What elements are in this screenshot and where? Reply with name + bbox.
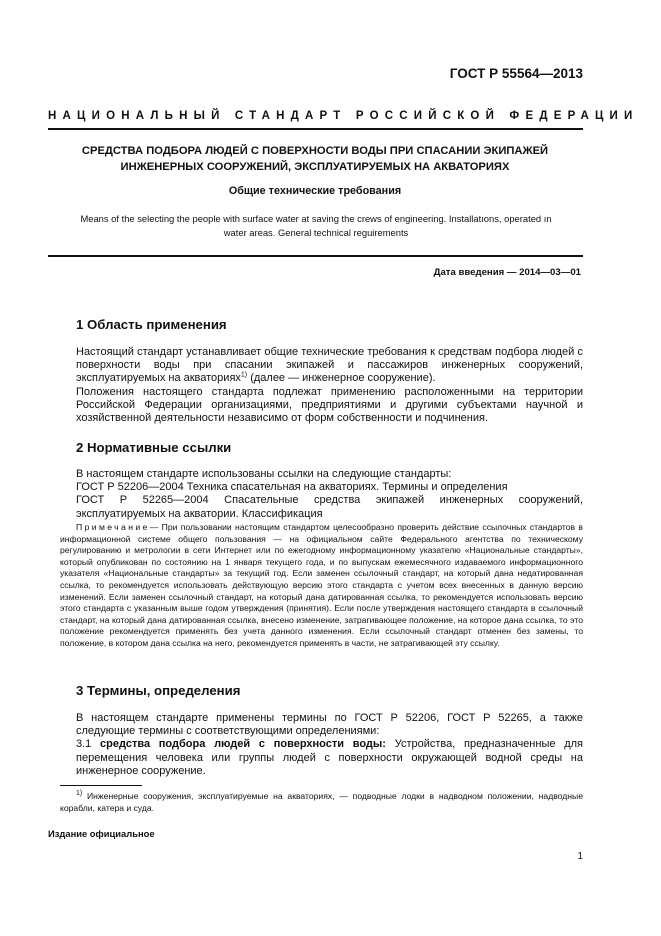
footnote-rule [60, 785, 142, 786]
introduction-date: Дата введения — 2014—03—01 [433, 267, 581, 278]
term-number: 3.1 [76, 738, 92, 751]
term-definition: Устройства, предназначенные для перемещения человека или группы людей с поверхности окружающей водной среды на инженерное сооружение. [76, 738, 583, 777]
section-2-body [60, 468, 583, 521]
term-3-1 [60, 738, 583, 778]
footnote [60, 791, 583, 814]
english-title [55, 212, 577, 240]
national-standard-line: НАЦИОНАЛЬНЫЙ СТАНДАРТ РОССИЙСКОЙ ФЕДЕРАЦИИ [48, 110, 639, 122]
title-line-2: ИНЖЕНЕРНЫХ СООРУЖЕНИЙ, ЭКСПЛУАТИРУЕМЫХ НА АКВАТОРИЯХ [120, 161, 510, 173]
header-rule [48, 128, 583, 130]
footnote-text: Инженерные сооружения, эксплуатируемые на акваториях, — подводные лодки в надводном положении, надводные корабли, катера и суда. [60, 791, 583, 813]
section-1-heading: 1 Область применения [76, 317, 227, 332]
note-text: — При пользовании настоящим стандартом целесообразно проверить действие ссылочных стандартов в информационной системе общего пользования — на официальном сайте Федерального агентства по техническому регулированию и метрологии в сети Интернет или по ежегодному информационному указателю «Национальные стандарты», который опубликован по состоянию на 1 января текущего года, и по выпускам ежемесячного издаваемого информационного указателя «Национальные стандарты» за текущий год. Если заменен ссылочный стандарт, на который дана недатированная ссылка, то рекомендуется использовать действующую версию этого стандарта с учетом всех внесенных в данную версию изменений. Если заменен ссылочный стандарт, на который дана датированная ссылка, то рекомендуется использовать версию этого стандарта с указанным выше годом утверждения (принятия). Если после утверждения настоящего стандарта в ссылочный стандарт, на который дана датированная ссылка, внесено изменение, затрагивающее положение, на которое дана ссылка, то это положение рекомендуется применять без учета данного изменения. Если ссылочный стандарт отменен без замены, то положение, в котором дана ссылка на него, рекомендуется применять в части, не затрагивающей эту ссылку. [60, 522, 583, 648]
term-name: средства подбора людей с поверхности воды: [100, 738, 386, 751]
section-2-heading: 2 Нормативные ссылки [76, 440, 232, 455]
official-edition-label: Издание официальное [48, 828, 155, 839]
section-1-paragraph-2: Положения настоящего стандарта подлежат применению расположенными на территории Российской Федерации организациями, предприятиями и другими субъектами научной и хозяйственной деятельности независимо от форм собственности и подчинения. [76, 385, 583, 425]
normative-note [60, 522, 583, 650]
english-title-line-2: water areas. General technical reguirements [223, 227, 409, 238]
note-label: Примечание [76, 522, 150, 532]
terms-intro: В настоящем стандарте применены термины по ГОСТ Р 52206, ГОСТ Р 52265, а также следующие термины с соответствующими определениями: [76, 712, 583, 738]
document-subtitle: Общие технические требования [228, 185, 402, 197]
section-1-paragraph-1: Настоящий стандарт устанавливает общие технические требования к средствам подбора людей с поверхности воды при спасании экипажей и пассажиров инженерных сооружений, эксплуатируемых на акваториях$^{1)}$ (далее — инженерное сооружение). [76, 346, 583, 385]
page-number: 1 [577, 851, 583, 862]
section-3-body [60, 712, 583, 778]
section-3-heading: 3 Термины, определения [76, 683, 241, 698]
title-rule [48, 255, 583, 257]
english-title-line-1: Means of the selecting the people with surface water at saving the crews of engineering. Installatıons, operated ın [80, 213, 552, 224]
section-1-body [60, 346, 583, 425]
title-line-1: СРЕДСТВА ПОДБОРА ЛЮДЕЙ С ПОВЕРХНОСТИ ВОДЫ ПРИ СПАСАНИИ ЭКИПАЖЕЙ [81, 145, 549, 157]
reference-gost-52206: ГОСТ Р 52206—2004 Техника спасательная на акваториях. Термины и определения [76, 481, 508, 494]
footnote-mark: 1) [76, 790, 83, 798]
document-title [60, 143, 570, 175]
references-intro: В настоящем стандарте использованы ссылки на следующие стандарты: [76, 468, 452, 480]
standard-id: ГОСТ Р 55564—2013 [449, 66, 583, 81]
reference-gost-52265: ГОСТ Р 52265—2004 Спасательные средства экипажей инженерных сооружений, эксплуатируемых на акватории. Классификация [76, 494, 583, 520]
